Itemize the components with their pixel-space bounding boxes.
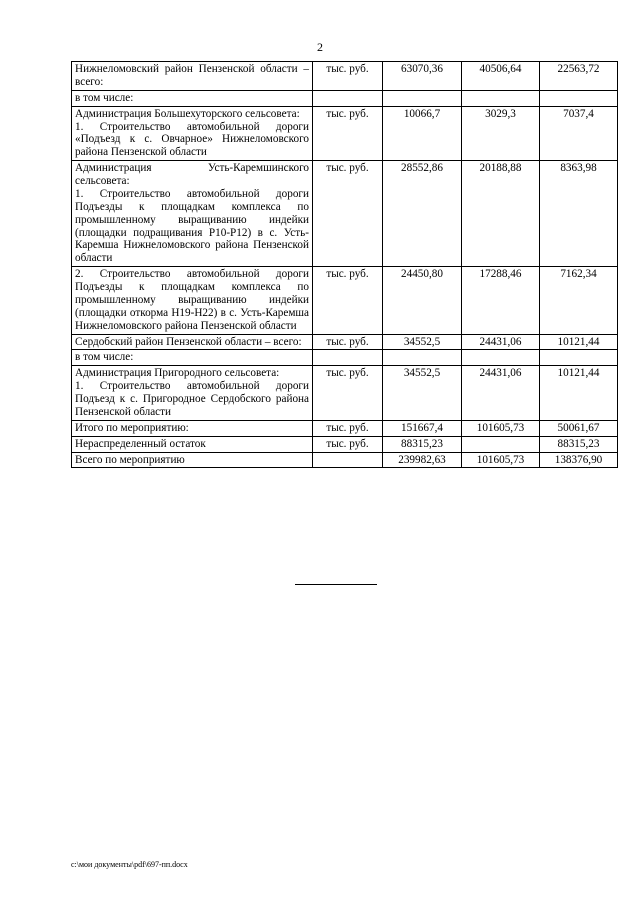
row-total-cell bbox=[383, 350, 462, 366]
table-row bbox=[72, 62, 618, 91]
page-number: 2 bbox=[317, 40, 323, 54]
row-col2-cell bbox=[462, 350, 540, 366]
row-total-cell: 10066,7 bbox=[383, 106, 462, 161]
row-description-line: в том числе: bbox=[75, 351, 134, 364]
row-description-line: Сердобский район Пензенской области – всего: bbox=[75, 335, 302, 348]
row-description-cell bbox=[72, 90, 313, 106]
row-col3-cell: 50061,67 bbox=[540, 420, 618, 436]
file-path-footer: c:\мои документы\pdf\697-пп.docx bbox=[71, 860, 188, 869]
row-unit-cell: тыс. руб. bbox=[313, 267, 383, 334]
table-row bbox=[72, 267, 618, 334]
row-col3-cell: 88315,23 bbox=[540, 436, 618, 452]
row-col2-cell: 101605,73 bbox=[462, 420, 540, 436]
table-row bbox=[72, 452, 618, 468]
row-col3-cell bbox=[540, 90, 618, 106]
table-body bbox=[72, 62, 618, 468]
table-row bbox=[72, 420, 618, 436]
row-total-cell: 239982,63 bbox=[383, 452, 462, 468]
row-description-cell bbox=[72, 334, 313, 350]
row-description-line: Нераспределенный остаток bbox=[75, 437, 206, 450]
row-description-line: Нижнеломовский район Пензенской области – всего: bbox=[75, 63, 309, 88]
row-description-line: в том числе: bbox=[75, 91, 134, 104]
row-col3-cell: 138376,90 bbox=[540, 452, 618, 468]
row-unit-cell: тыс. руб. bbox=[313, 334, 383, 350]
row-col2-cell bbox=[462, 90, 540, 106]
row-col2-cell bbox=[462, 436, 540, 452]
row-description-line: Администрация Пригородного сельсовета: bbox=[75, 367, 280, 380]
row-description-line: 1. Строительство автомобильной дороги «Подъезд к с. Овчарное» Нижнеломовского района Пензенской области bbox=[75, 120, 309, 159]
row-description-line: Итого по мероприятию: bbox=[75, 421, 189, 434]
row-col3-cell: 7037,4 bbox=[540, 106, 618, 161]
row-col2-cell: 24431,06 bbox=[462, 366, 540, 421]
row-description-line: 1. Строительство автомобильной дороги Подъезд к с. Пригородное Сердобского района Пензенской области bbox=[75, 380, 309, 418]
row-unit-cell: тыс. руб. bbox=[313, 62, 383, 91]
row-description-line: 2. Строительство автомобильной дороги Подъезды к площадкам комплекса по промышленному выращиванию индейки (площадки откорма Н19-Н22) в с. Усть-Каремша Нижнеломовского района Пензенской области bbox=[75, 268, 309, 332]
row-description-cell bbox=[72, 452, 313, 468]
row-description-line: Администрация Усть-Каремшинского сельсовета: bbox=[75, 162, 309, 187]
row-unit-cell bbox=[313, 90, 383, 106]
table-row bbox=[72, 350, 618, 366]
row-description-cell bbox=[72, 350, 313, 366]
row-description-cell bbox=[72, 161, 313, 267]
row-col2-cell: 20188,88 bbox=[462, 161, 540, 267]
row-description-cell bbox=[72, 62, 313, 91]
row-description-line: 1. Строительство автомобильной дороги Подъезды к площадкам комплекса по промышленному выращиванию индейки (площадки подращивания Р10-Р12) в с. Усть-Каремша Нижнеломовского района Пензенской области bbox=[75, 187, 309, 265]
budget-table bbox=[71, 61, 618, 468]
row-unit-cell: тыс. руб. bbox=[313, 161, 383, 267]
table-row bbox=[72, 90, 618, 106]
row-unit-cell bbox=[313, 452, 383, 468]
row-total-cell: 24450,80 bbox=[383, 267, 462, 334]
row-col2-cell: 17288,46 bbox=[462, 267, 540, 334]
row-col3-cell: 8363,98 bbox=[540, 161, 618, 267]
row-total-cell: 34552,5 bbox=[383, 334, 462, 350]
table-row bbox=[72, 106, 618, 161]
row-unit-cell: тыс. руб. bbox=[313, 106, 383, 161]
row-col3-cell bbox=[540, 350, 618, 366]
row-unit-cell: тыс. руб. bbox=[313, 420, 383, 436]
row-total-cell bbox=[383, 90, 462, 106]
row-description-line: Всего по мероприятию bbox=[75, 453, 185, 466]
row-total-cell: 34552,5 bbox=[383, 366, 462, 421]
row-total-cell: 63070,36 bbox=[383, 62, 462, 91]
row-col3-cell: 22563,72 bbox=[540, 62, 618, 91]
row-unit-cell: тыс. руб. bbox=[313, 436, 383, 452]
row-col2-cell: 3029,3 bbox=[462, 106, 540, 161]
signature-divider-line bbox=[295, 584, 377, 585]
table-row bbox=[72, 334, 618, 350]
row-description-cell bbox=[72, 436, 313, 452]
row-description-cell bbox=[72, 267, 313, 334]
table-row bbox=[72, 436, 618, 452]
table-row bbox=[72, 366, 618, 421]
row-col2-cell: 101605,73 bbox=[462, 452, 540, 468]
row-col2-cell: 24431,06 bbox=[462, 334, 540, 350]
row-description-cell bbox=[72, 366, 313, 421]
row-col3-cell: 10121,44 bbox=[540, 334, 618, 350]
row-description-cell bbox=[72, 106, 313, 161]
row-col3-cell: 10121,44 bbox=[540, 366, 618, 421]
row-total-cell: 151667,4 bbox=[383, 420, 462, 436]
row-description-cell bbox=[72, 420, 313, 436]
table-row bbox=[72, 161, 618, 267]
row-unit-cell bbox=[313, 350, 383, 366]
row-total-cell: 28552,86 bbox=[383, 161, 462, 267]
row-description-line: Администрация Большехуторского сельсовета: bbox=[75, 107, 300, 120]
row-col2-cell: 40506,64 bbox=[462, 62, 540, 91]
row-unit-cell: тыс. руб. bbox=[313, 366, 383, 421]
row-total-cell: 88315,23 bbox=[383, 436, 462, 452]
row-col3-cell: 7162,34 bbox=[540, 267, 618, 334]
